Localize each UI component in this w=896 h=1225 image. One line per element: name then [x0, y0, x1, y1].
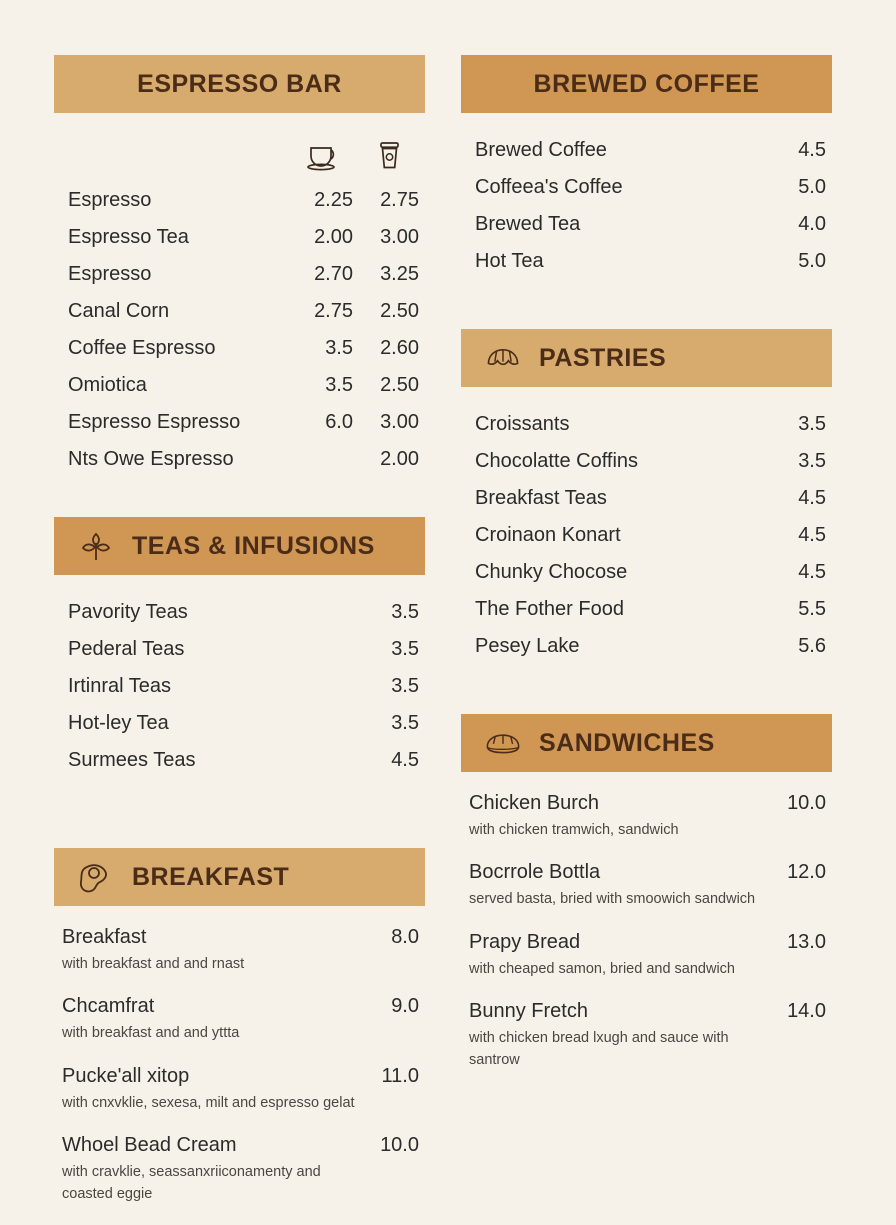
item-price-to-go: 2.50 [380, 374, 419, 396]
espresso-price-column-icons [54, 139, 425, 173]
item-head [62, 1134, 419, 1157]
item-name: Irtinral Teas [68, 675, 172, 697]
item-price-dine-in: 2.25 [314, 189, 353, 211]
item-price: 4.5 [798, 524, 826, 546]
item-price: 5.0 [798, 250, 826, 272]
item-name: Breakfast [62, 926, 147, 948]
item-price: 10.0 [787, 792, 826, 814]
menu-item-row [461, 861, 832, 910]
menu-item-row [461, 450, 832, 473]
menu-item-row [461, 250, 832, 273]
teas-infusions-title: TEAS & INFUSIONS [132, 531, 375, 560]
spacer [54, 786, 425, 848]
sandwiches-title: SANDWICHES [539, 728, 715, 757]
teas-infusions-items [54, 575, 425, 772]
item-name: Pavority Teas [68, 601, 188, 623]
item-price: 8.0 [391, 926, 419, 948]
item-price: 3.5 [798, 450, 826, 472]
espresso-bar-title: ESPRESSO BAR [137, 69, 342, 98]
menu-item-row [54, 712, 425, 735]
menu-item-row [54, 411, 425, 434]
item-price: 3.5 [391, 638, 419, 660]
right-column [461, 55, 832, 1091]
menu-item-row [461, 213, 832, 236]
item-price-dine-in: 6.0 [325, 411, 353, 433]
item-name: Croissants [475, 413, 570, 435]
croissant-icon [483, 341, 523, 375]
item-price: 4.5 [798, 561, 826, 583]
item-name: Hot Tea [475, 250, 544, 272]
item-description: with cravklie, seassanxriiconamenty and coasted eggie [62, 1164, 321, 1202]
item-name: Pesey Lake [475, 635, 580, 657]
pastries-header [461, 329, 832, 387]
menu-item-row [54, 995, 425, 1044]
item-head [469, 792, 826, 815]
menu-item-row [461, 1000, 832, 1071]
menu-item-row [54, 448, 425, 471]
item-price: 3.5 [798, 413, 826, 435]
item-name: Pucke'all xitop [62, 1064, 190, 1087]
item-name: Chunky Chocose [475, 561, 628, 583]
item-name: Croinaon Konart [475, 524, 621, 546]
item-price: 3.5 [391, 675, 419, 697]
section-teas-infusions [54, 517, 425, 772]
section-espresso-bar [54, 55, 425, 471]
brewed-coffee-items [461, 113, 832, 273]
item-head [62, 995, 419, 1018]
left-column [54, 55, 425, 1225]
brewed-coffee-header [461, 55, 832, 113]
item-description: with chicken tramwich, sandwich [469, 822, 679, 838]
menu-item-row [54, 189, 425, 212]
bread-loaf-icon [483, 726, 523, 760]
item-name: Espresso [68, 189, 152, 211]
item-price: 4.5 [391, 749, 419, 771]
item-price: 12.0 [787, 861, 826, 884]
item-price-dine-in: 2.00 [314, 226, 353, 248]
pastries-title: PASTRIES [539, 343, 667, 372]
item-name: Chcamfrat [62, 995, 155, 1018]
item-description: with cnxvklie, sexesa, milt and espresso gelat [62, 1094, 355, 1111]
sandwiches-items [461, 772, 832, 1071]
menu-item-row [461, 176, 832, 199]
item-description: with breakfast and and yttta [62, 1025, 240, 1042]
breakfast-header [54, 848, 425, 906]
item-price: 5.6 [798, 635, 826, 657]
item-name: Chicken Burch [469, 792, 600, 814]
to-go-cup-icon [359, 139, 419, 173]
item-head [469, 1000, 826, 1023]
item-name: Brewed Tea [475, 213, 581, 235]
item-name: Bunny Fretch [469, 1000, 588, 1023]
item-name: Pederal Teas [68, 638, 185, 660]
item-description: with chicken bread lxugh and sauce with santrow [469, 1030, 729, 1068]
item-description: served basta, bried with smoowich sandwich [469, 891, 756, 908]
item-name: Whoel Bead Cream [62, 1134, 237, 1157]
item-price: 4.5 [798, 139, 826, 161]
leaf-sprig-icon [76, 529, 116, 563]
item-price-to-go: 2.50 [380, 300, 419, 322]
item-price: 4.5 [798, 487, 826, 509]
espresso-bar-header [54, 55, 425, 113]
item-name: Coffeea's Coffee [475, 176, 623, 198]
item-price: 3.5 [391, 601, 419, 623]
item-price-dine-in: 2.75 [314, 300, 353, 322]
item-price: 14.0 [787, 1000, 826, 1023]
item-name: Breakfast Teas [475, 487, 607, 509]
section-breakfast [54, 848, 425, 1205]
coffee-cup-saucer-icon [293, 139, 353, 173]
section-brewed-coffee [461, 55, 832, 273]
item-head [469, 861, 826, 884]
item-price: 13.0 [787, 930, 826, 953]
item-name: Hot-ley Tea [68, 712, 169, 734]
item-price-dine-in: 2.70 [314, 263, 353, 285]
item-price-dine-in: 3.5 [325, 374, 353, 396]
breakfast-items [54, 906, 425, 1205]
item-name: Prapy Bread [469, 930, 581, 953]
menu-item-row [461, 413, 832, 436]
menu-item-row [461, 561, 832, 584]
menu-item-row [54, 638, 425, 661]
menu-item-row [461, 598, 832, 621]
teas-infusions-header [54, 517, 425, 575]
item-name: Omiotica [68, 374, 147, 396]
item-name: Brewed Coffee [475, 139, 607, 161]
section-pastries [461, 329, 832, 658]
item-name: The Fother Food [475, 598, 624, 620]
item-price: 3.5 [391, 712, 419, 734]
item-price-dine-in: 3.5 [325, 337, 353, 359]
section-sandwiches [461, 714, 832, 1071]
spacer [461, 287, 832, 329]
item-price: 5.0 [798, 176, 826, 198]
menu-item-row [461, 792, 832, 841]
item-name: Nts Owe Espresso [68, 448, 234, 470]
menu-item-row [54, 675, 425, 698]
item-head [62, 926, 419, 949]
item-name: Espresso Tea [68, 226, 189, 248]
item-description: with cheaped samon, bried and sandwich [469, 960, 735, 977]
item-price: 9.0 [391, 995, 419, 1018]
menu-item-row [54, 926, 425, 975]
item-head [62, 1065, 419, 1088]
menu-item-row [54, 300, 425, 323]
menu-item-row [461, 635, 832, 658]
item-price-to-go: 3.00 [380, 411, 419, 433]
spacer [461, 672, 832, 714]
item-name: Espresso [68, 263, 152, 285]
spacer [54, 485, 425, 517]
menu-item-row [54, 226, 425, 249]
item-name: Canal Corn [68, 300, 170, 322]
item-price-to-go: 2.00 [380, 448, 419, 470]
item-price: 11.0 [381, 1064, 419, 1087]
menu-item-row [461, 931, 832, 980]
item-price: 10.0 [380, 1134, 419, 1157]
pastries-items [461, 387, 832, 658]
item-head [469, 931, 826, 954]
menu-item-row [54, 1065, 425, 1114]
item-price: 5.5 [798, 598, 826, 620]
item-name: Chocolatte Coffins [475, 450, 639, 472]
breakfast-title: BREAKFAST [132, 862, 290, 891]
item-price-to-go: 2.60 [380, 337, 419, 359]
item-price-to-go: 3.25 [380, 263, 419, 285]
item-description: with breakfast and and rnast [62, 956, 245, 972]
menu-item-row [54, 601, 425, 624]
fried-egg-icon [76, 860, 116, 894]
menu-item-row [461, 524, 832, 547]
item-price: 4.0 [798, 213, 826, 235]
item-price-to-go: 2.75 [380, 189, 419, 211]
item-price-to-go: 3.00 [380, 226, 419, 248]
menu-item-row [54, 1134, 425, 1205]
item-name: Coffee Espresso [68, 337, 216, 359]
item-name: Espresso Espresso [68, 411, 241, 433]
menu-columns [54, 55, 845, 1225]
menu-item-row [54, 749, 425, 772]
espresso-bar-items [54, 113, 425, 471]
item-name: Bocrrole Bottla [469, 861, 601, 884]
menu-item-row [461, 139, 832, 162]
brewed-coffee-title: BREWED COFFEE [533, 69, 760, 98]
menu-item-row [54, 374, 425, 397]
item-name: Surmees Teas [68, 749, 196, 771]
menu-item-row [461, 487, 832, 510]
menu-item-row [54, 263, 425, 286]
menu-item-row [54, 337, 425, 360]
sandwiches-header [461, 714, 832, 772]
